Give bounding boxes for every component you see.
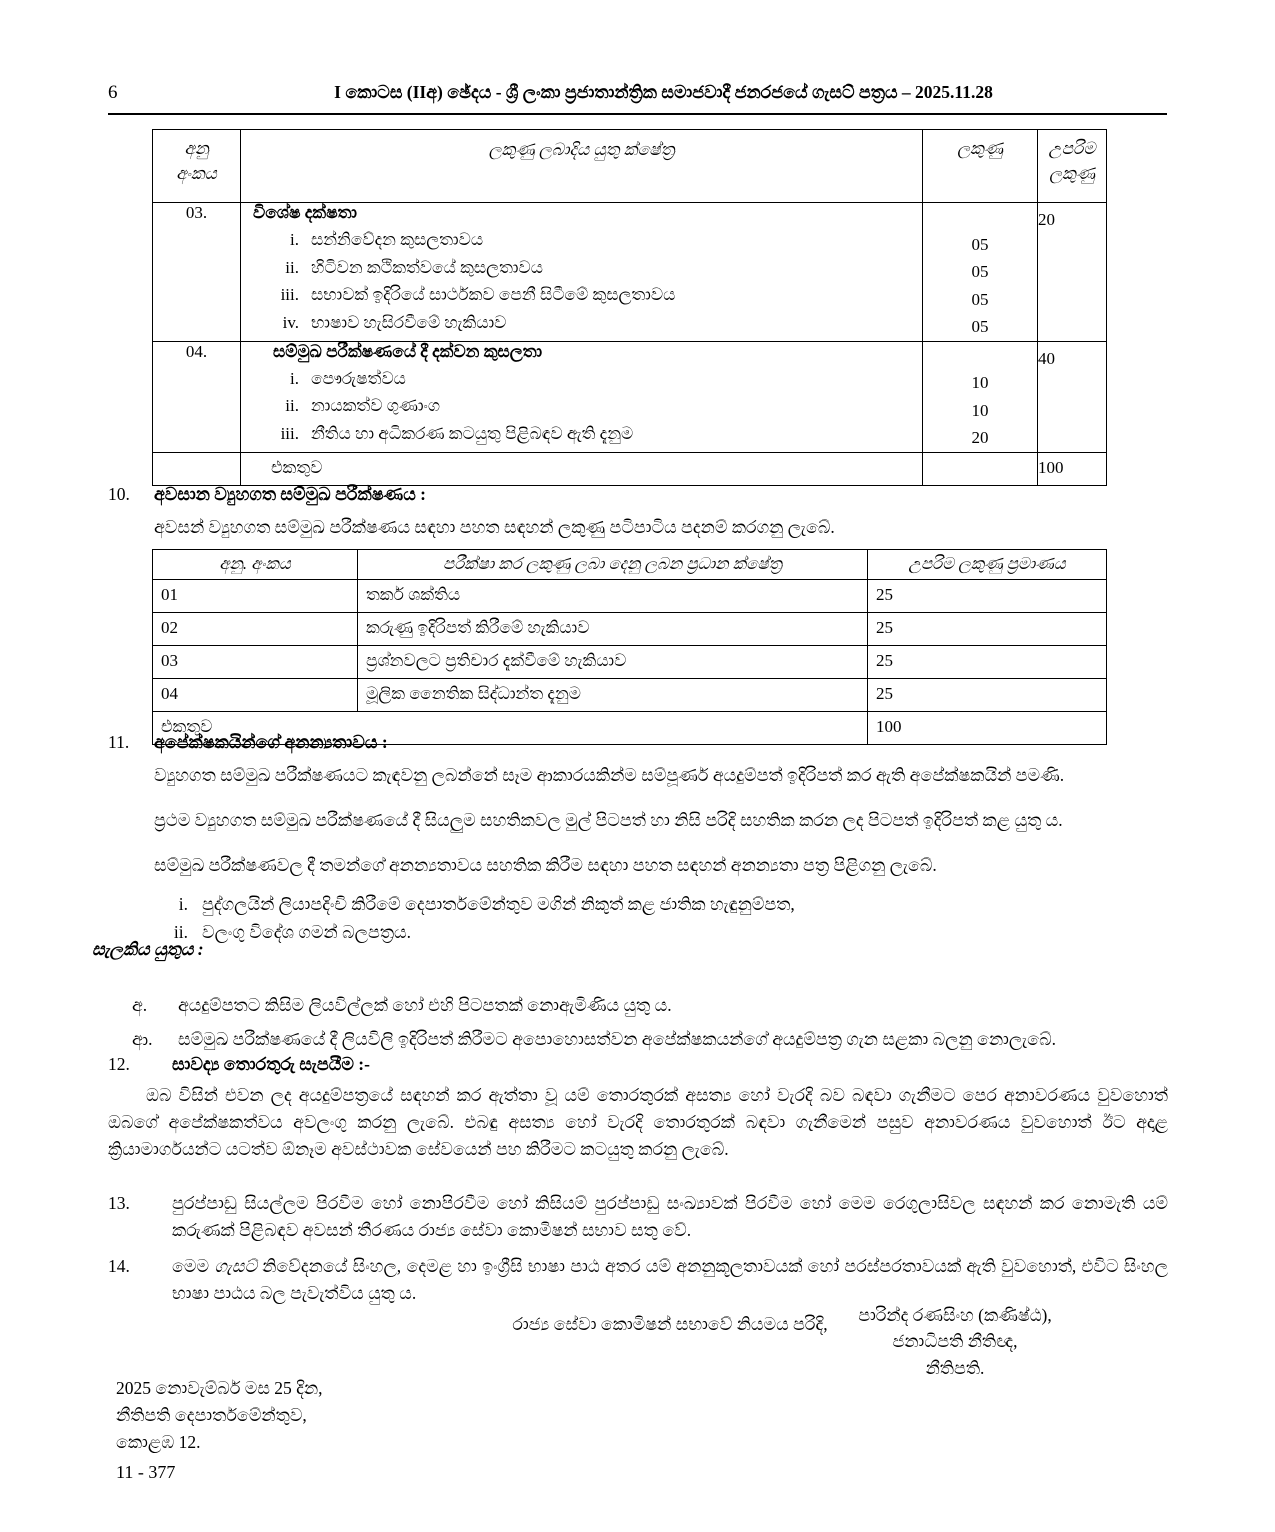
section-12-paragraph: ඔබ විසින් එවන ලද අයදුම්පත්‍රයේ සඳහන් කර ඇත්තා වූ යම් තොරතුරක් අසත්‍ය හෝ වැරදි බව බඳවා ගැනීමට පෙර අනාවරණය වුවහොත් ඔබගේ අපේක්ෂකත්වය අවලංගු කරනු ලැබේ. එබඳු අසත්‍ය හෝ වැරදි තොරතුරක් බඳවා ගැනීමෙන් පසුව අනාවරණය වුවහොත් ඊට අදාළ ක්‍රියාමාර්ගයන්ට යටත්ව ඕනෑම අවස්ථාවක සේවයෙන් පහ කිරීමට කටයුතු කරනු ලැබේ.: [108, 1085, 1168, 1160]
item-text: සන්නිවේදන කුසලතාවය: [311, 230, 484, 249]
section-13-paragraph: පුරප්පාඩු සියල්ලම පිරවීම හෝ නොපිරවීම හෝ කිසියම් පුරප්පාඩු සංඛ්‍යාවක් පිරවීම හෝ මෙම රෙගුලාසිවල සඳහන් කර නොමැති යම් කරුණක් පිළිබඳව අවසන් තීරණය රාජ්‍ය සේවා කොමිෂන් සභාව සතු වේ.: [172, 1193, 1168, 1241]
list-item: [241, 365, 922, 393]
item-text: නායකත්ව ගුණාංග: [311, 396, 441, 416]
item-text: සම්මුඛ පරීක්ෂණයේ දී ලියවිලි ඉදිරිපත් කිරීමට අපොහොසත්වන අපේක්ෂකයන්ගේ අයදුම්පත්‍ර ගැන සළකා බලනු නොලැබේ.: [178, 1029, 1056, 1050]
page-header: [0, 82, 1275, 112]
list-item: [241, 309, 922, 337]
col-header-area: පරීක්ෂා කර ලකුණු ලබා දෙනු ලබන ප්‍රධාන ක්ෂේත්‍ර: [358, 550, 868, 580]
section-14-text-pre: මෙම: [172, 1256, 215, 1276]
section-12-heading: සාවද්‍ය තොරතුරු සැපයීම :-: [172, 1054, 370, 1074]
total-max-value: 100: [1038, 452, 1107, 485]
total-max-value: 100: [868, 712, 1107, 745]
table-row: [153, 580, 1107, 613]
list-item: [241, 226, 922, 254]
marking-scheme-table: [152, 129, 1107, 486]
item-marks: 10: [971, 373, 989, 393]
row-area-title: සම්මුඛ පරීක්ෂණයේ දී දක්වන කුසලතා: [273, 341, 543, 361]
item-roman: i.: [178, 893, 188, 914]
row-marks: [923, 203, 1038, 342]
item-text: වලංගු විදේශ ගමන් බලපත්‍රය.: [202, 921, 411, 942]
note-block: [92, 936, 1168, 1059]
row-max-marks: 25: [868, 646, 1107, 679]
section-11-number: 11.: [108, 732, 130, 752]
section-10: [108, 481, 1168, 541]
row-max-marks: 25: [868, 580, 1107, 613]
item-roman: iii.: [280, 285, 299, 305]
item-marks: 20: [971, 428, 989, 448]
item-marks: 05: [971, 262, 989, 282]
item-text: සභාවක් ඉදිරියේ සාර්ථකව පෙනී සිටීමේ කුසලතාවය: [311, 285, 676, 305]
item-text: නීතිය හා අධිකරණ කටයුතු පිළිබඳව ඇති දැනුම: [311, 423, 634, 443]
section-14-paragraph: [172, 1253, 1168, 1307]
col-header-marks: ලකුණු: [923, 130, 1038, 203]
footer-date: 2025 නොවැම්බර් මස 25 දින,: [116, 1378, 323, 1398]
final-interview-table-wrapper: [152, 549, 1106, 745]
header-divider: [108, 113, 1167, 115]
item-text: භාෂාව හැසිරවීමේ හැකියාව: [311, 312, 507, 332]
row-subitem-list: [241, 226, 922, 336]
section-11-paragraph-1: ව්‍යුහගත සම්මුඛ පරීක්ෂණයට කැඳවනු ලබන්නේ සෑම ආකාරයකින්ම සම්පූර්ණ අයදුම්පත් ඉදිරිපත් කර ඇති අපේක්ෂකයින් පමණි.: [154, 765, 1065, 786]
list-item: [241, 420, 922, 448]
marking-scheme-table-wrapper: [152, 129, 1106, 486]
row-area: [241, 203, 923, 342]
item-text: පුද්ගලයින් ලියාපදිංචි කිරීමේ දෙපාර්තමේන්තුව මගින් නිකුත් කළ ජාතික හැඳුනුම්පත,: [202, 893, 795, 914]
section-12-number: 12.: [108, 1054, 130, 1074]
final-interview-table: [152, 549, 1107, 745]
item-roman: i.: [290, 368, 299, 388]
item-text: හිටිවන කථිකත්වයේ කුසලතාවය: [311, 257, 543, 277]
table-row: [153, 613, 1107, 646]
footer-reference-number: 11 - 377: [116, 1462, 176, 1482]
signature-block: [760, 1302, 1150, 1381]
section-11: [108, 729, 1168, 946]
table-header-row: [153, 550, 1107, 580]
row-area: කරුණු ඉදිරිපත් කිරීමේ හැකියාව: [358, 613, 868, 646]
item-roman: i.: [290, 230, 299, 249]
section-10-number: 10.: [108, 484, 130, 504]
list-item: [92, 1025, 1168, 1053]
list-item: [92, 991, 1168, 1019]
page-number: 6: [108, 82, 118, 103]
item-marks: 10: [971, 400, 989, 420]
table-row: [153, 203, 1107, 342]
total-label-cell: එකතුව: [241, 452, 923, 485]
list-item: [154, 890, 1168, 918]
row-marks: [923, 341, 1038, 452]
section-10-paragraph: අවසන් ව්‍යුහගත සම්මුඛ පරීක්ෂණය සඳහා පහත සඳහන් ලකුණු පටිපාටිය පදනම් කරගනු ලැබේ.: [154, 517, 835, 538]
gazette-word-italic: ගැසට්: [214, 1256, 257, 1276]
row-area: තර්ක ශක්තිය: [358, 580, 868, 613]
section-14-text-post: නිවේදනයේ සිංහල, දෙමළ හා ඉංග්‍රීසි භාෂා පාඨ අතර යම් අනනුකූලතාවයක් හෝ පරස්පරතාවයක් ඇති වුවහොත්, එවිට සිංහල භාෂා පාඨය බල පැවැත්විය යුතු ය.: [172, 1256, 1168, 1304]
row-area: [241, 341, 923, 452]
row-max-marks: 20: [1038, 203, 1107, 342]
row-subitem-list: [241, 365, 922, 448]
col-header-serial: අනු අංකය: [153, 130, 241, 203]
table-row: [153, 341, 1107, 452]
col-header-area: ලකුණු ලබාදිය යුතු ක්ෂේත්‍ර: [241, 130, 923, 203]
note-list: [92, 991, 1168, 1053]
by-order-line: රාජ්‍ය සේවා කොමිෂන් සභාවේ නියමය පරිදි,: [512, 1314, 828, 1335]
section-11-paragraph-3: සම්මුඛ පරීක්ෂණවල දී තමන්ගේ අනන්‍යතාවය සහතික කිරීම සඳහා පහත සඳහන් අනන්‍යතා පත්‍ර පිළිගනු ලැබේ.: [154, 855, 937, 876]
item-roman: iii.: [280, 423, 299, 443]
footer-department: නීතිපති දෙපාර්තමේන්තුව,: [116, 1405, 307, 1426]
col-header-serial: අනු. අංකය: [153, 550, 358, 580]
row-area-title: විශේෂ දක්ෂතා: [253, 203, 357, 222]
row-area: මූලික නෛතික සිද්ධාන්ත දැනුම: [358, 679, 868, 712]
gazette-header-title: I කොටස (IIඅ) ඡේදය - ශ්‍රී ලංකා ප්‍රජාතාන්ත්‍රික සමාජවාදී ජනරජයේ ගැසට් පත්‍රය – 2025.11.28: [334, 82, 993, 102]
section-12: [108, 1051, 1168, 1164]
section-11-paragraph-2: ප්‍රථම ව්‍යුහගත සම්මුඛ පරීක්ෂණයේ දී සියලුම සහතිකවල මුල් පිටපත් හා නිසි පරිදි සහතික කරන ලද පිටපත් ඉදිරිපත් කළ යුතු ය.: [154, 810, 1063, 831]
row-serial: 03.: [153, 203, 241, 342]
list-item: [241, 392, 922, 420]
row-max-marks: 40: [1038, 341, 1107, 452]
item-text: අයදුම්පතට කිසිම ලියවිල්ලක් හෝ එහි පිටපතක් නොඇමිණිය යුතු ය.: [178, 995, 672, 1016]
total-label-cell: එකතුව: [153, 712, 868, 745]
row-serial: 01: [153, 580, 358, 613]
table-header-row: [153, 130, 1107, 203]
signatory-name: පාරින්ද රණසිංහ (කණිෂ්ඨ),: [858, 1305, 1052, 1325]
signatory-title-2: නීතිපති.: [925, 1357, 985, 1378]
list-item: [241, 254, 922, 282]
section-11-heading: අපේක්ෂකයින්ගේ අනන්‍යතාවය :: [154, 732, 388, 752]
row-area: ප්‍රශ්නවලට ප්‍රතිචාර දැක්වීමේ හැකියාව: [358, 646, 868, 679]
item-roman: iv.: [282, 312, 299, 332]
section-13-number: 13.: [108, 1193, 130, 1213]
note-heading: සැලකිය යුතුය :: [92, 939, 204, 959]
item-roman: ii.: [285, 257, 299, 277]
section-13: [108, 1190, 1168, 1244]
list-item: [241, 281, 922, 309]
col-header-max-marks: උපරිම ලකුණු: [1038, 130, 1107, 203]
row-serial: 04.: [153, 341, 241, 452]
col-header-max-marks: උපරිම ලකුණු ප්‍රමාණය: [868, 550, 1107, 580]
item-marks: 05: [971, 289, 989, 309]
section-14-number: 14.: [108, 1256, 130, 1276]
marks-column-values: [923, 203, 1037, 341]
item-letter: අ.: [132, 995, 148, 1016]
row-serial: 04: [153, 679, 358, 712]
item-marks: 05: [971, 317, 989, 337]
signatory-title-1: ජනාධිපති නීතිඥ,: [892, 1331, 1018, 1352]
marks-column-values: [923, 342, 1037, 452]
section-10-heading: අවසාන ව්‍යුහගත සම්මුඛ පරීක්ෂණය :: [154, 484, 426, 504]
item-marks: 05: [971, 234, 989, 254]
item-text: පෞරුෂත්වය: [311, 368, 406, 388]
item-roman: ii.: [285, 396, 299, 416]
row-serial: 03: [153, 646, 358, 679]
table-row: [153, 679, 1107, 712]
item-letter: ආ.: [132, 1029, 153, 1050]
row-serial: 02: [153, 613, 358, 646]
item-roman: ii.: [173, 921, 188, 942]
table-row: [153, 646, 1107, 679]
row-max-marks: 25: [868, 613, 1107, 646]
footer-city: කොළඹ 12.: [116, 1432, 201, 1453]
footer-address-block: [116, 1375, 636, 1456]
row-max-marks: 25: [868, 679, 1107, 712]
